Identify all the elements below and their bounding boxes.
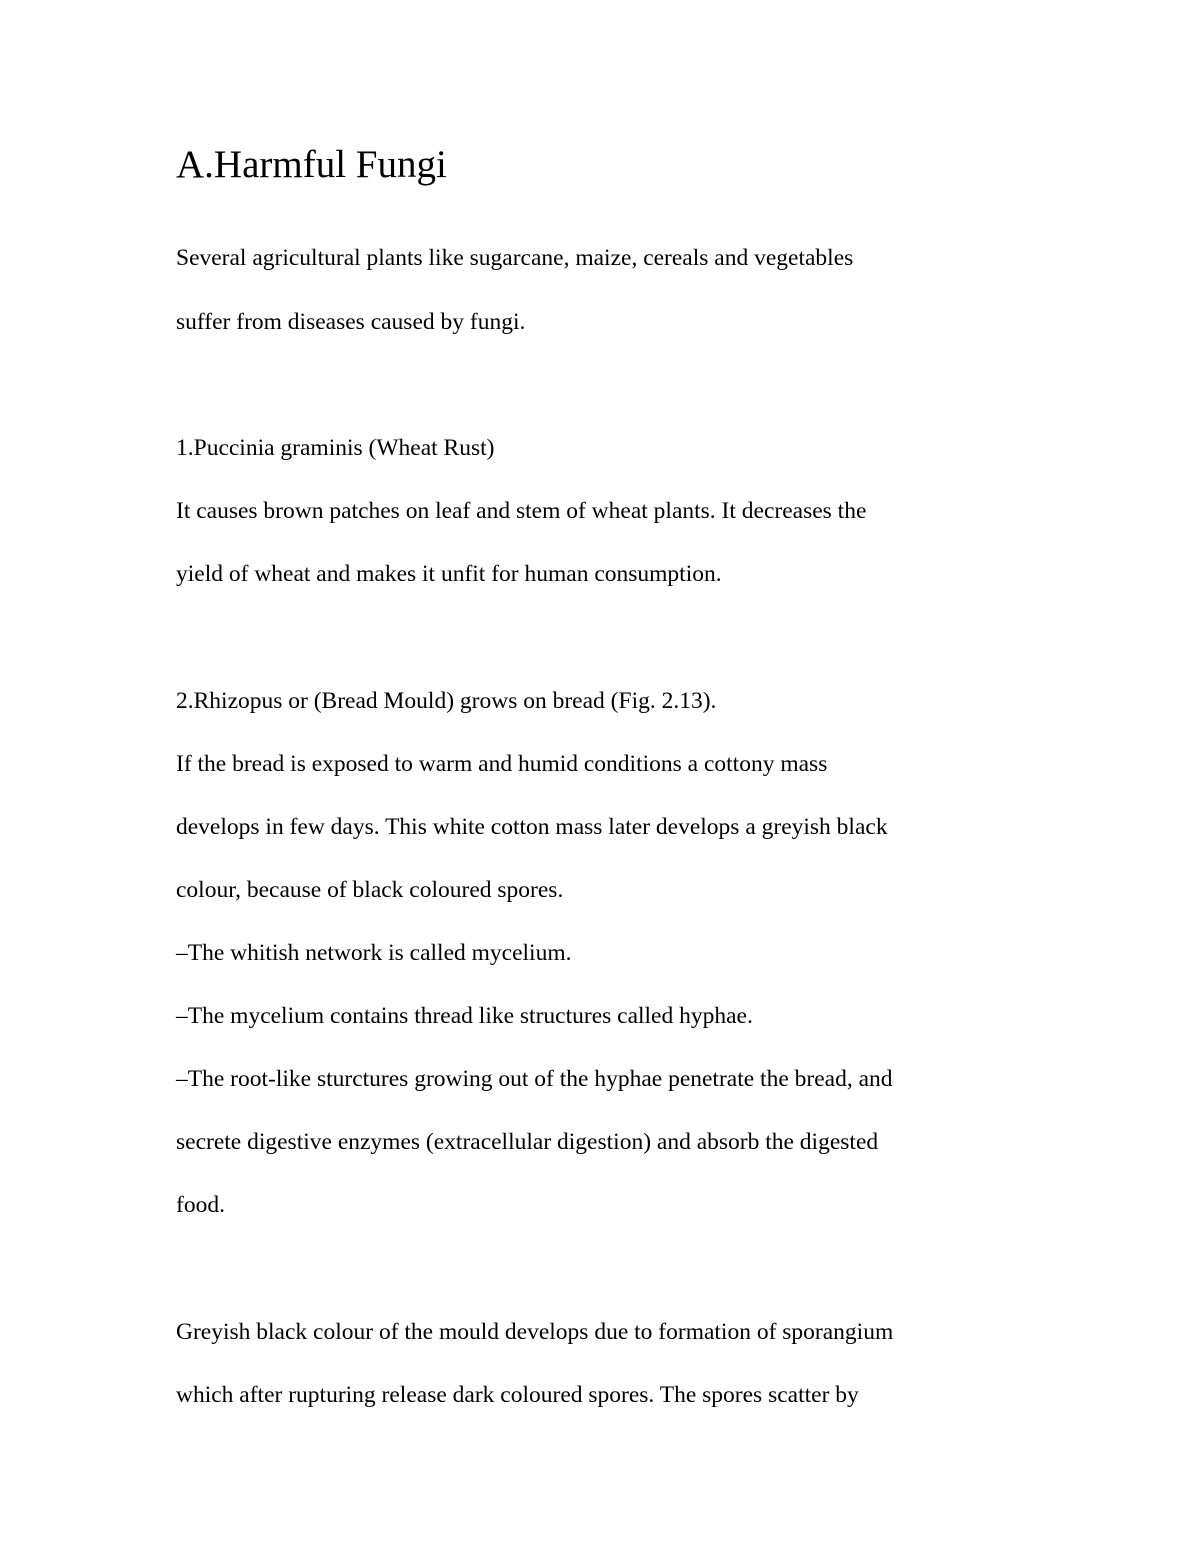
text-line: –The whitish network is called mycelium. (176, 940, 572, 966)
document-title: A.Harmful Fungi (176, 143, 447, 186)
text-line: Several agricultural plants like sugarcane, maize, cereals and vegetables (176, 245, 854, 271)
text-line: –The mycelium contains thread like structures called hyphae. (176, 1003, 753, 1029)
text-line: food. (176, 1192, 225, 1218)
text-line: If the bread is exposed to warm and humid conditions a cottony mass (176, 751, 828, 777)
text-line: suffer from diseases caused by fungi. (176, 309, 526, 335)
text-line: yield of wheat and makes it unfit for human consumption. (176, 561, 722, 587)
text-line: which after rupturing release dark coloured spores. The spores scatter by (176, 1382, 859, 1408)
text-line: –The root-like sturctures growing out of the hyphae penetrate the bread, and (176, 1066, 893, 1092)
text-line: Greyish black colour of the mould develops due to formation of sporangium (176, 1319, 894, 1345)
text-line: 1.Puccinia graminis (Wheat Rust) (176, 435, 495, 461)
text-line: It causes brown patches on leaf and stem of wheat plants. It decreases the (176, 498, 867, 524)
text-line: develops in few days. This white cotton mass later develops a greyish black (176, 814, 888, 840)
text-line: 2.Rhizopus or (Bread Mould) grows on bread (Fig. 2.13). (176, 688, 717, 714)
text-line: colour, because of black coloured spores. (176, 877, 564, 903)
text-line: secrete digestive enzymes (extracellular digestion) and absorb the digested (176, 1129, 879, 1155)
